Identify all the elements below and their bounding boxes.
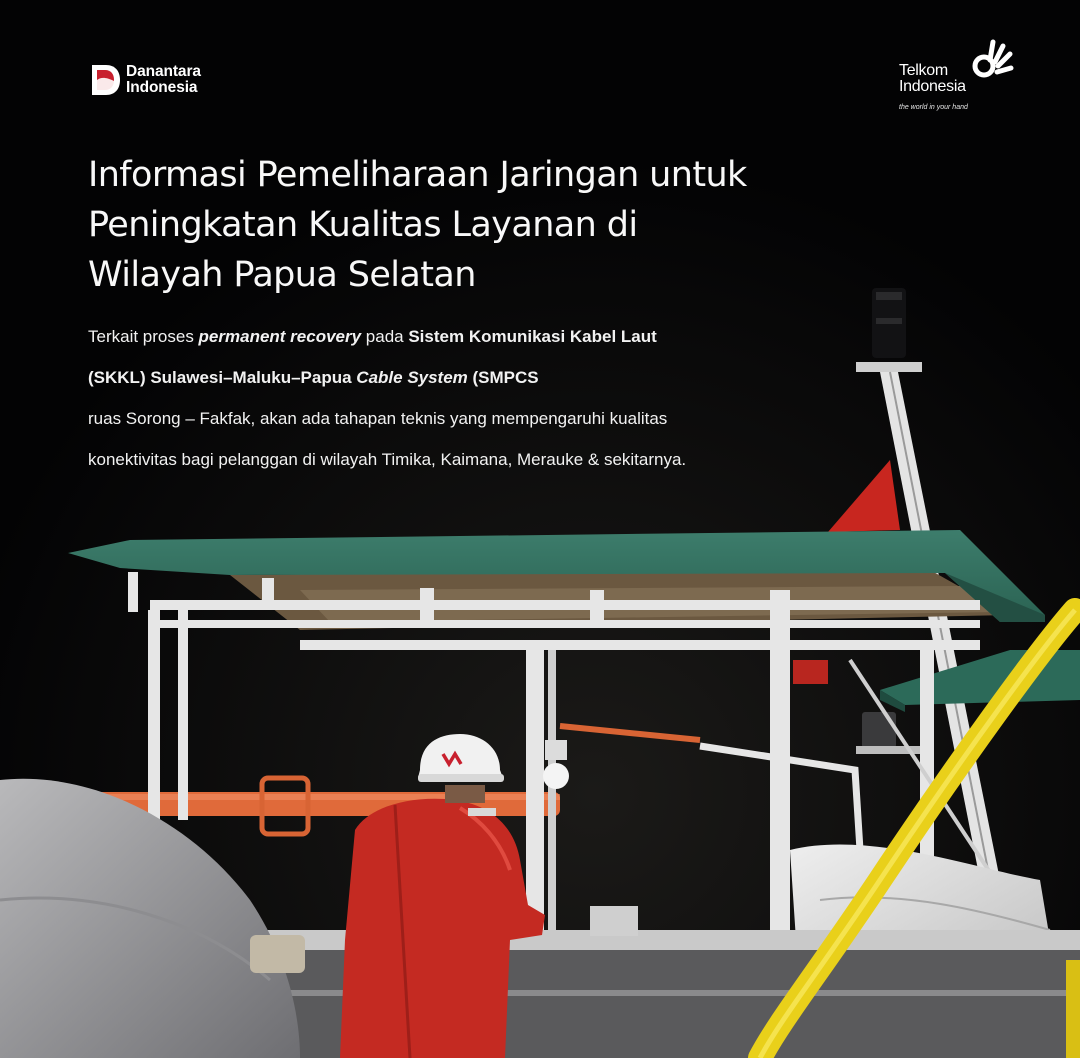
body-line-3: ruas Sorong – Fakfak, akan ada tahapan teknis yang mempengaruhi kualitas xyxy=(88,409,668,428)
body-line-1: Terkait proses permanent recovery pada Sistem Komunikasi Kabel Laut xyxy=(88,327,657,346)
announcement-body xyxy=(88,316,848,480)
telkom-country: Indonesia xyxy=(899,78,966,95)
danantara-name: Danantara xyxy=(126,63,201,80)
body-line-4: konektivitas bagi pelanggan di wilayah Timika, Kaimana, Merauke & sekitarnya. xyxy=(88,450,687,469)
danantara-logo xyxy=(92,64,201,96)
danantara-logo-icon xyxy=(92,65,120,95)
title-line-3: Wilayah Papua Selatan xyxy=(88,255,476,295)
page-title xyxy=(88,150,888,300)
telkom-hand-icon xyxy=(970,36,1016,80)
telkom-name: Telkom xyxy=(899,62,948,79)
danantara-country: Indonesia xyxy=(126,79,198,96)
telkom-logo xyxy=(896,36,1018,116)
body-line-2: (SKKL) Sulawesi–Maluku–Papua Cable System (SMPCS xyxy=(88,368,539,387)
title-line-1: Informasi Pemeliharaan Jaringan untuk xyxy=(88,155,747,195)
telkom-tagline: the world in your hand xyxy=(899,104,968,111)
title-line-2: Peningkatan Kualitas Layanan di xyxy=(88,205,638,245)
